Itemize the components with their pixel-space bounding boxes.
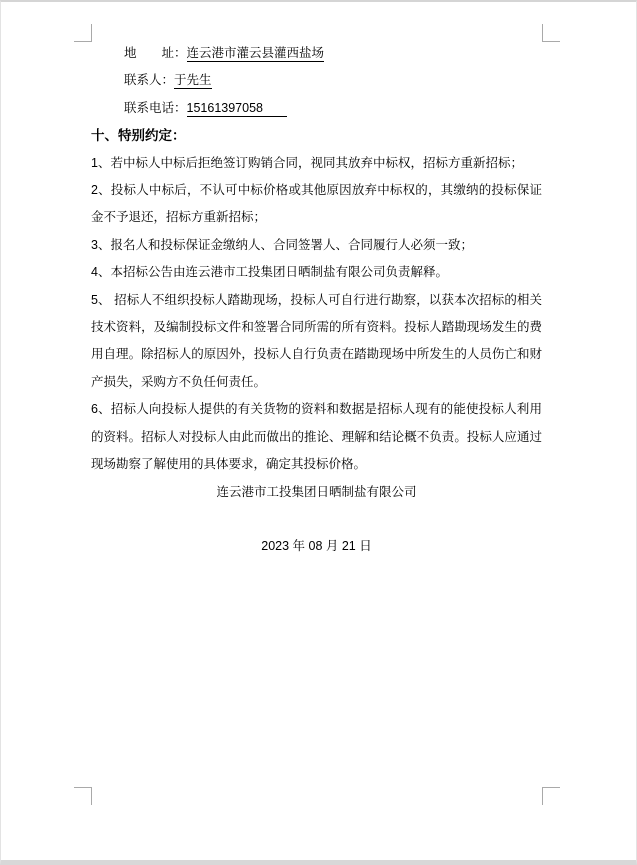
text-boundary-mark-bottom-right (542, 787, 560, 805)
text-boundary-mark-top-left (74, 24, 92, 42)
text-boundary-mark-bottom-left (74, 787, 92, 805)
contact-person-label: 联系人： (124, 73, 175, 88)
blank-line (91, 506, 542, 533)
phone-value: 15161397058 (187, 101, 287, 117)
clause-6: 6、招标人向投标人提供的有关货物的资料和数据是招标人现有的能使投标人利用的资料。招标人对投标人由此而做出的推论、理解和结论概不负责。投标人应通过现场勘察了解使用的具体要求，确定其投标价格。 (91, 402, 542, 472)
address-value: 连云港市灌云县灌西盐场 (186, 46, 325, 60)
clause-3: 3、报名人和投标保证金缴纳人、合同签署人、合同履行人必须一致； (91, 237, 473, 252)
signature-date: 2023 年 08 月 21 日 (261, 539, 372, 554)
clause-1: 1、若中标人中标后拒绝签订购销合同，视同其放弃中标权，招标方重新招标； (91, 155, 523, 170)
contact-person-line (91, 67, 542, 94)
document-body (91, 40, 542, 561)
clause-5: 5、 招标人不组织投标人踏勘现场，投标人可自行进行勘察，以获本次招标的相关技术资料，及编制投标文件和签署合同所需的所有资料。投标人踏勘现场发生的费用自理。除招标人的原因外，投标人自行负责在踏勘现场中所发生的人员伤亡和财产损失，采购方不负任何责任。 (91, 292, 542, 389)
signature-company: 连云港市工投集团日晒制盐有限公司 (216, 484, 417, 499)
address-label: 地 址： (124, 46, 187, 60)
section-title: 十、特别约定： (91, 128, 186, 144)
text-boundary-mark-top-right (542, 24, 560, 42)
clause-4: 4、本招标公告由连云港市工投集团日晒制盐有限公司负责解释。 (91, 265, 448, 280)
phone-line (91, 95, 542, 122)
phone-label: 联系电话： (124, 100, 187, 115)
contact-person-value: 于先生 (174, 73, 212, 88)
address-line (91, 40, 542, 67)
clause-2: 2、投标人中标后，不认可中标价格或其他原因放弃中标权的，其缴纳的投标保证金不予退还，招标方重新招标； (91, 183, 542, 225)
